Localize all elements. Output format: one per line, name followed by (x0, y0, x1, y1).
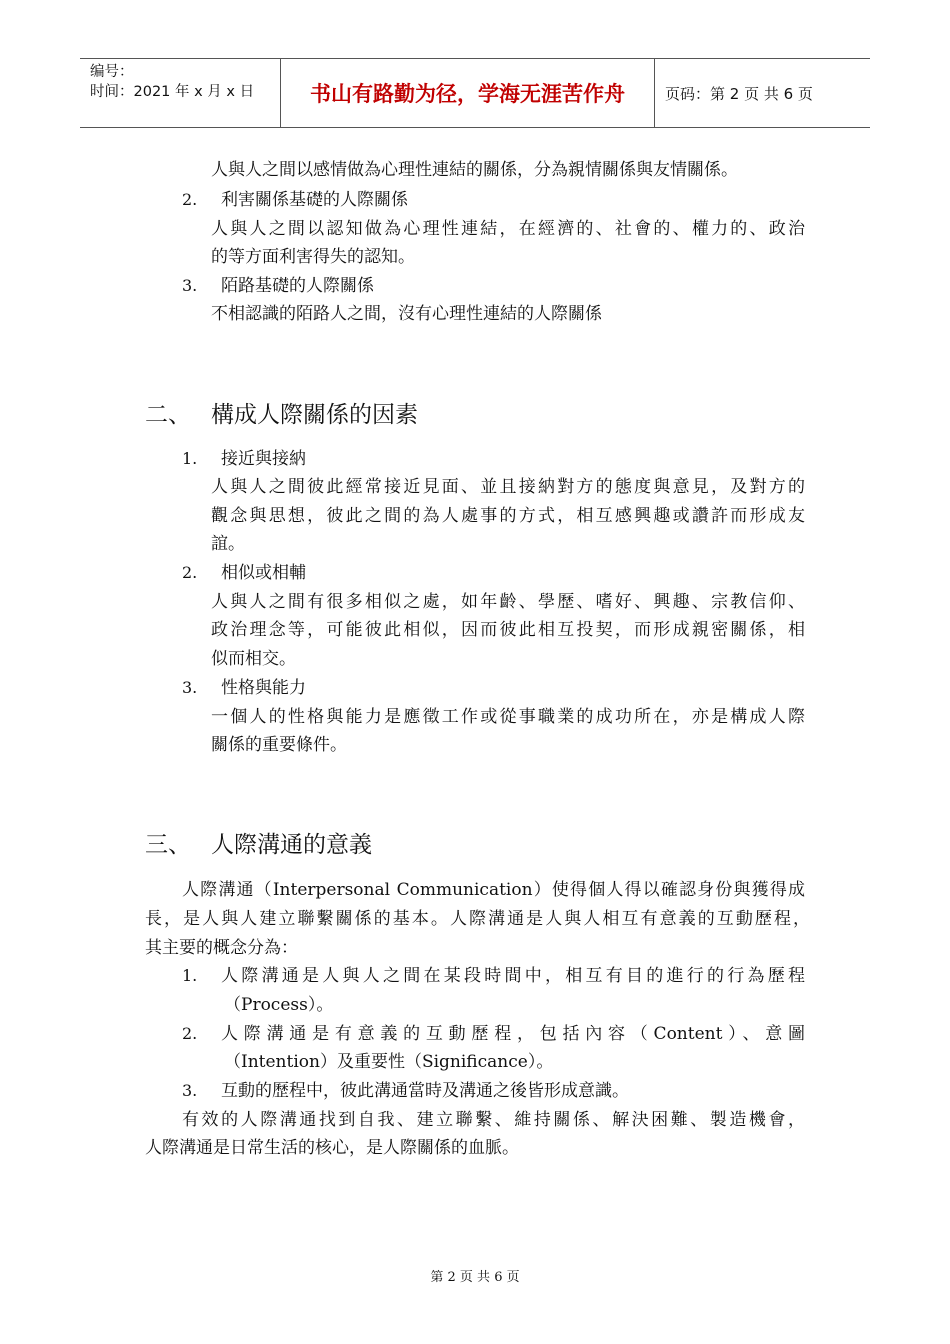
paragraph-line: 人與人之間以認知做為心理性連結，在經濟的、社會的、權力的、政治 (211, 219, 805, 239)
paragraph-line: 不相認識的陌路人之間，沒有心理性連結的人際關係 (211, 304, 602, 324)
list-number: 1. (182, 449, 198, 468)
paragraph-line: 政治理念等，可能彼此相似，因而彼此相互投契，而形成親密關係，相 (211, 620, 805, 640)
list-number: 1. (182, 966, 198, 985)
list-number: 2. (182, 1024, 198, 1043)
paragraph-line: 一個人的性格與能力是應徵工作或從事職業的成功所在，亦是構成人際 (211, 707, 805, 727)
paragraph-line: 人與人之間有很多相似之處，如年齡、學歷、嗜好、興趣、宗教信仰、 (211, 592, 805, 612)
header-page-label: 页码：第 2 页 共 6 页 (665, 84, 813, 103)
section-number: 三、 (145, 832, 191, 858)
list-item-title: 接近與接納 (221, 449, 306, 469)
paragraph-line: 長，是人與人建立聯繫關係的基本。人際溝通是人與人相互有意義的互動歷程， (145, 909, 810, 929)
list-number: 3. (182, 678, 198, 697)
paragraph-line: 人與人之間以感情做為心理性連結的關係，分為親情關係與友情關係。 (211, 160, 738, 180)
paragraph-line: 觀念與思想，彼此之間的為人處事的方式，相互感興趣或讚許而形成友 (211, 506, 805, 526)
time-label: 时间：2021 年 x 月 x 日 (90, 84, 255, 100)
paragraph-line: （Intention）及重要性（Significance）。 (224, 1052, 554, 1072)
page-header (80, 58, 870, 128)
number-label: 编号： (90, 64, 134, 80)
header-meta (80, 59, 281, 127)
paragraph-line: 其主要的概念分為： (145, 938, 298, 958)
header-motto: 书山有路勤为径，学海无涯苦作舟 (281, 59, 655, 127)
paragraph-line: 人與人之間彼此經常接近見面、並且接納對方的態度與意見，及對方的 (211, 477, 805, 497)
list-item-title: 相似或相輔 (221, 563, 306, 583)
list-number: 2. (182, 190, 198, 209)
paragraph-line: 誼。 (211, 534, 245, 554)
paragraph-line: 有效的人際溝通找到自我、建立聯繫、維持關係、解決困難、製造機會， (182, 1110, 805, 1130)
list-number: 2. (182, 563, 198, 582)
paragraph-line: 人際溝通是人與人之間在某段時間中，相互有目的進行的行為歷程 (221, 966, 805, 986)
list-item-title: 性格與能力 (221, 678, 306, 698)
list-item-title: 利害關係基礎的人際關係 (221, 190, 408, 210)
list-number: 3. (182, 276, 198, 295)
paragraph-line: 的等方面利害得失的認知。 (211, 247, 415, 267)
section-title: 人際溝通的意義 (211, 832, 372, 858)
paragraph-line: 人際溝通（Interpersonal Communication）使得個人得以確認身份與獲得成 (182, 880, 805, 900)
list-number: 3. (182, 1081, 198, 1100)
section-number: 二、 (145, 402, 191, 428)
list-item-title: 陌路基礎的人際關係 (221, 276, 374, 296)
paragraph-line: （Process）。 (224, 995, 334, 1015)
paragraph-line: 關係的重要條件。 (211, 735, 347, 755)
paragraph-line: 人際溝通是有意義的互動歷程，包括內容（Content）、意圖 (221, 1024, 805, 1044)
page-footer: 第 2 页 共 6 页 (430, 1270, 520, 1285)
paragraph-line: 互動的歷程中，彼此溝通當時及溝通之後皆形成意識。 (221, 1081, 629, 1101)
paragraph-line: 似而相交。 (211, 649, 296, 669)
paragraph-line: 人際溝通是日常生活的核心，是人際關係的血脈。 (145, 1138, 519, 1158)
section-title: 構成人際關係的因素 (211, 402, 418, 428)
